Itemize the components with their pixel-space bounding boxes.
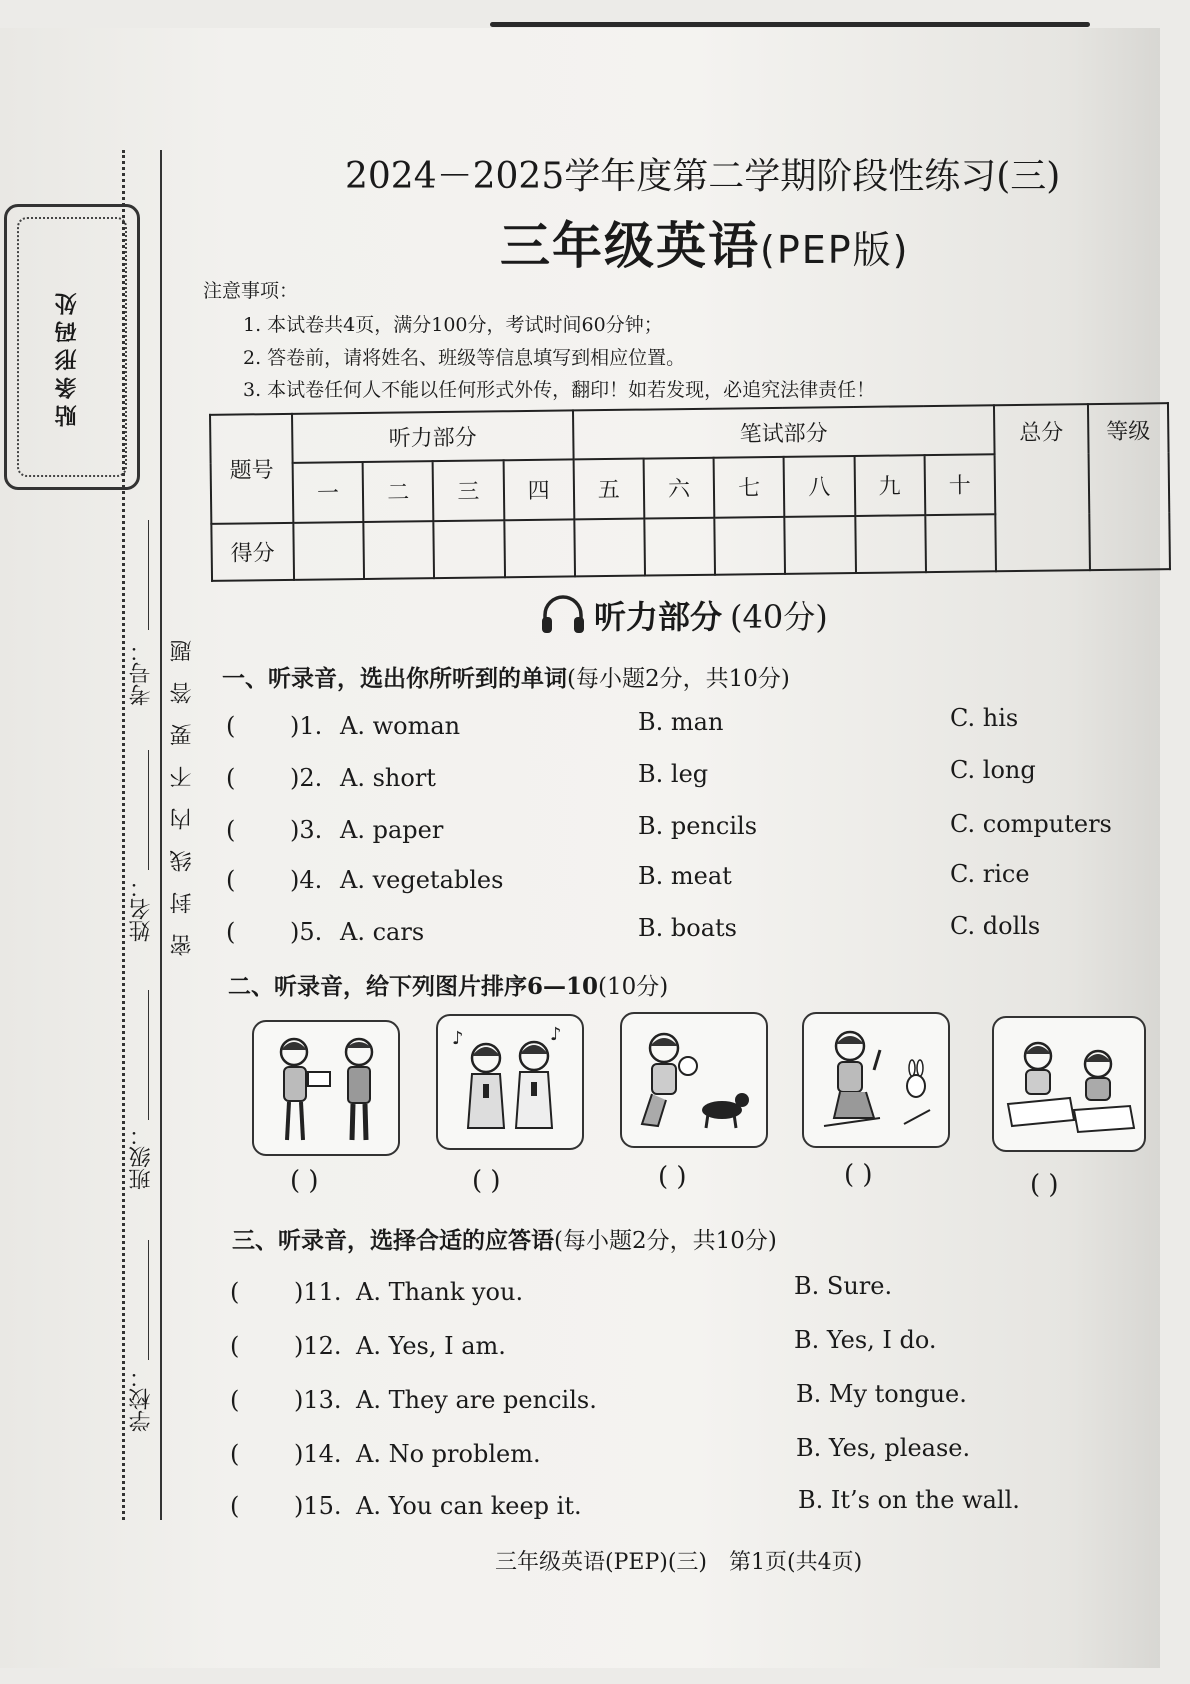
column-header: 六: [644, 457, 715, 519]
option-a: A. short: [340, 764, 436, 792]
seal-text: 密封线内不要答题: [170, 620, 195, 956]
two-kids-talking-icon: [254, 1022, 398, 1154]
class-label: 班级：: [129, 1124, 154, 1190]
option-c: C. his: [950, 704, 1019, 732]
picture-1: [252, 1020, 400, 1156]
picture-answer-blank[interactable]: ( ): [844, 1160, 873, 1190]
column-header: 二: [363, 461, 434, 523]
question-number: )4.: [290, 866, 323, 894]
part3-note: (每小题2分，共10分): [554, 1228, 777, 1254]
score-table: [209, 402, 1171, 582]
option-a: A. Thank you.: [356, 1278, 524, 1306]
score-cell[interactable]: [644, 518, 715, 576]
option-a: A. You can keep it.: [356, 1492, 582, 1520]
picture-answer-blank[interactable]: ( ): [1030, 1170, 1059, 1200]
answer-blank[interactable]: (: [230, 1492, 240, 1520]
answer-blank[interactable]: (: [230, 1386, 240, 1414]
exam-title: 2024－2025学年度第二学期阶段性练习(三): [345, 156, 1061, 197]
listening-section-title: 听力部分: [594, 598, 723, 636]
option-a: A. vegetables: [340, 866, 504, 894]
option-b: B. leg: [638, 760, 709, 788]
name-label: 姓名：: [129, 876, 154, 942]
name-line[interactable]: [148, 750, 149, 870]
answer-blank[interactable]: (: [230, 1332, 240, 1360]
picture-5: [992, 1016, 1146, 1152]
column-header: 九: [854, 455, 925, 517]
question-number: )5.: [290, 918, 323, 946]
part1-heading: [222, 660, 790, 693]
picture-2: [436, 1014, 584, 1150]
question-number: )13.: [294, 1386, 342, 1414]
score-cell[interactable]: [364, 521, 435, 579]
question-number: )12.: [294, 1332, 342, 1360]
listening-section-points: (40分): [730, 598, 828, 636]
question-number: )11.: [294, 1278, 342, 1306]
option-c: C. computers: [950, 810, 1112, 838]
option-a: A. paper: [340, 816, 444, 844]
option-b: B. My tongue.: [796, 1380, 967, 1408]
child-with-dog-icon: [622, 1014, 766, 1146]
score-row-label: 得分: [211, 523, 294, 581]
exam-number-line[interactable]: [148, 520, 149, 630]
two-girls-singing-icon: [438, 1016, 582, 1148]
svg-text:♪: ♪: [452, 1028, 464, 1049]
option-c: C. dolls: [950, 912, 1041, 940]
option-b: B. Yes, I do.: [794, 1326, 937, 1354]
score-cell[interactable]: [925, 515, 996, 573]
answer-blank[interactable]: (: [230, 1440, 240, 1468]
column-header: 十: [924, 454, 995, 516]
option-b: B. It’s on the wall.: [798, 1486, 1020, 1514]
option-b: B. Yes, please.: [796, 1434, 971, 1462]
picture-4: [802, 1012, 950, 1148]
option-b: B. Sure.: [794, 1272, 893, 1300]
subject-title: 三年级英语: [500, 216, 760, 275]
answer-blank[interactable]: (: [226, 816, 236, 844]
boy-with-rabbit-icon: [804, 1014, 948, 1146]
option-a: A. woman: [340, 712, 461, 740]
class-line[interactable]: [148, 990, 149, 1120]
option-b: B. boats: [638, 914, 737, 942]
option-c: C. long: [950, 756, 1036, 784]
notice-heading: 注意事项：: [203, 280, 299, 302]
column-header: 三: [433, 460, 504, 522]
listening-section-heading: [540, 592, 828, 638]
option-b: B. meat: [638, 862, 732, 890]
part1-note: (每小题2分，共10分): [567, 666, 790, 692]
part2-title: 二、听录音，给下列图片排序6—10: [228, 973, 599, 1000]
answer-blank[interactable]: (: [226, 918, 236, 946]
question-number: )14.: [294, 1440, 342, 1468]
barcode-label: 贴条形码处: [54, 287, 80, 427]
score-cell[interactable]: [434, 521, 505, 579]
part3-heading: [232, 1222, 777, 1255]
notice-item: 3. 本试卷任何人不能以任何形式外传，翻印！如若发现，必追究法律责任！: [243, 379, 876, 401]
exam-number-label: 考号：: [129, 640, 154, 706]
total-score-cell[interactable]: [994, 404, 1090, 571]
answer-blank[interactable]: (: [226, 712, 236, 740]
option-a: A. No problem.: [356, 1440, 541, 1468]
top-edge-line: [490, 22, 1090, 27]
score-cell[interactable]: [574, 519, 645, 577]
page-footer: 三年级英语(PEP)(三) 第1页(共4页): [495, 1550, 863, 1575]
listening-part-header: 听力部分: [292, 410, 573, 462]
svg-text:♪: ♪: [550, 1024, 562, 1045]
notice-item: 2. 答卷前，请将姓名、班级等信息填写到相应位置。: [243, 347, 686, 369]
headphones-icon: [540, 595, 586, 635]
picture-3: [620, 1012, 768, 1148]
answer-blank[interactable]: (: [226, 764, 236, 792]
option-b: B. pencils: [638, 812, 758, 840]
score-cell[interactable]: [504, 520, 575, 578]
option-b: B. man: [638, 708, 724, 736]
option-a: A. They are pencils.: [356, 1386, 597, 1414]
answer-blank[interactable]: (: [230, 1278, 240, 1306]
notice-item: 1. 本试卷共4页，满分100分，考试时间60分钟；: [243, 314, 663, 336]
column-header: 四: [503, 459, 574, 521]
barcode-box: [4, 204, 140, 490]
column-header: 一: [293, 462, 364, 524]
school-line[interactable]: [148, 1240, 149, 1360]
dotted-cut-line: [122, 150, 125, 1520]
edition-label: (PEP版): [760, 228, 910, 272]
part1-title: 一、听录音，选出你所听到的单词: [222, 665, 567, 692]
question-number: )1.: [290, 712, 323, 740]
score-cell[interactable]: [785, 516, 856, 574]
score-cell[interactable]: [855, 515, 926, 573]
option-a: A. cars: [340, 918, 425, 946]
part2-note: (10分): [598, 974, 669, 1000]
exam-subtitle: [500, 206, 910, 278]
answer-blank[interactable]: (: [226, 866, 236, 894]
column-header: 五: [573, 458, 644, 520]
question-number: )15.: [294, 1492, 342, 1520]
column-header: 八: [784, 456, 855, 518]
writing-part-header: 笔试部分: [573, 405, 995, 459]
part3-title: 三、听录音，选择合适的应答语: [232, 1227, 554, 1254]
score-cell[interactable]: [714, 517, 785, 575]
grade-cell[interactable]: [1088, 403, 1170, 570]
option-c: C. rice: [950, 860, 1030, 888]
column-header: 七: [714, 456, 785, 518]
question-number: )2.: [290, 764, 323, 792]
picture-answer-blank[interactable]: ( ): [472, 1166, 501, 1196]
picture-answer-blank[interactable]: ( ): [290, 1166, 319, 1196]
option-a: A. Yes, I am.: [356, 1332, 506, 1360]
score-cell[interactable]: [293, 522, 364, 580]
total-score-label: 总分: [1019, 420, 1064, 446]
kids-drawing-icon: [994, 1018, 1144, 1150]
seal-line: [160, 150, 162, 1520]
question-number: )3.: [290, 816, 323, 844]
grade-label: 等级: [1106, 419, 1151, 445]
picture-answer-blank[interactable]: ( ): [658, 1162, 687, 1192]
part2-heading: [228, 968, 668, 1001]
school-label: 学校：: [129, 1366, 154, 1432]
question-number-label: 题号: [210, 414, 293, 524]
